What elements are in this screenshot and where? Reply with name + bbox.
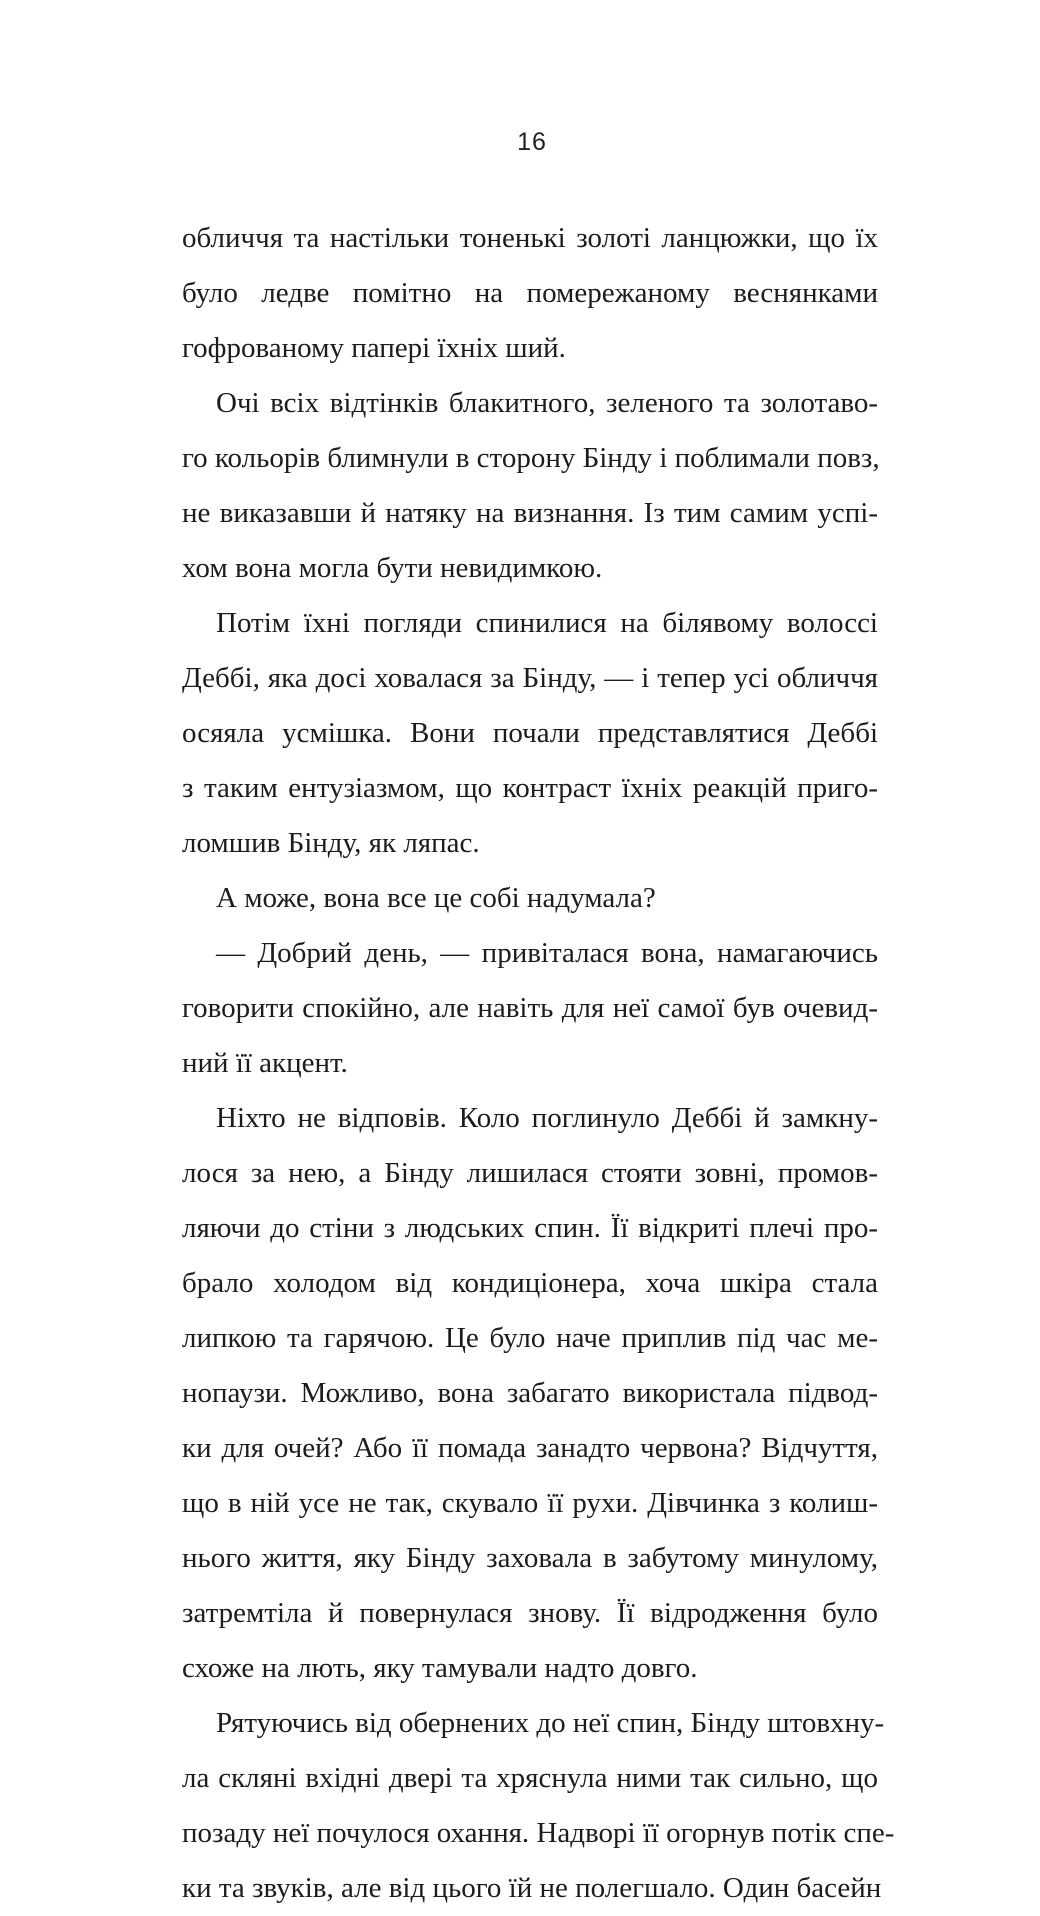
text-line: лося за нею, а Бінду лишилася стояти зовні, промов- (182, 1157, 878, 1189)
text-line: А може, вона все це собі надумала? (216, 882, 656, 914)
paragraph (182, 596, 878, 871)
text-line: Потім їхні погляди спинилися на білявому волоссі (216, 607, 878, 639)
text-line: з таким ентузіазмом, що контраст їхніх реакцій приго- (182, 772, 878, 804)
text-line: Деббі, яка досі ховалася за Бінду, — і тепер усі обличчя (182, 662, 878, 694)
paragraph (182, 376, 878, 596)
text-line: позаду неї почулося охання. Надворі її огорнув потік спе- (182, 1817, 895, 1849)
text-line: ки для очей? Або її помада занадто червона? Відчуття, (182, 1432, 878, 1464)
text-line: схоже на лють, яку тамували надто довго. (182, 1652, 698, 1684)
paragraph (182, 871, 878, 926)
text-line: брало холодом від кондиціонера, хоча шкіра стала (182, 1267, 878, 1299)
page-number: 16 (517, 128, 547, 156)
text-line: хом вона могла бути невидимкою. (182, 552, 603, 584)
paragraph (182, 211, 878, 376)
text-line: було ледве помітно на помережаному веснянками (182, 277, 878, 309)
text-line: го кольорів блимнули в сторону Бінду і поблимали повз, (182, 442, 880, 474)
text-line: липкою та гарячою. Це було наче приплив під час ме- (182, 1322, 878, 1354)
text-line: що в ній усе не так, скувало її рухи. Дівчинка з колиш- (182, 1487, 878, 1519)
text-line: говорити спокійно, але навіть для неї самої був очевид- (182, 992, 878, 1024)
paragraph (182, 926, 878, 1091)
text-line: ляючи до стіни з людських спин. Її відкриті плечі про- (182, 1212, 878, 1244)
text-line: ний її акцент. (182, 1047, 348, 1079)
text-line: не виказавши й натяку на визнання. Із тим самим успі- (182, 497, 878, 529)
text-line: нопаузи. Можливо, вона забагато використала підвод- (182, 1377, 878, 1409)
text-line: ломшив Бінду, як ляпас. (182, 827, 480, 859)
text-line: Ніхто не відповів. Коло поглинуло Деббі й замкну- (216, 1102, 878, 1134)
text-line: затремтіла й повернулася знову. Її відродження було (182, 1597, 878, 1629)
text-line: Рятуючись від обернених до неї спин, Бінду штовхну- (216, 1707, 885, 1739)
text-line: — Добрий день, — привіталася вона, намагаючись (216, 937, 878, 969)
text-line: ла скляні вхідні двері та хряснула ними так сильно, що (182, 1762, 878, 1794)
paragraph (182, 1091, 878, 1696)
text-line: гофрованому папері їхніх ший. (182, 332, 566, 364)
text-line: Очі всіх відтінків блакитного, зеленого та золотаво- (216, 387, 878, 419)
paragraph (182, 1696, 895, 1916)
text-line: ки та звуків, але від цього їй не полегшало. Один басейн (182, 1872, 882, 1904)
body-text (182, 211, 895, 1916)
text-line: нього життя, яку Бінду заховала в забутому минулому, (182, 1542, 878, 1574)
text-line: обличчя та настільки тоненькі золоті ланцюжки, що їх (182, 222, 878, 254)
text-line: осяяла усмішка. Вони почали представлятися Деббі (182, 717, 878, 749)
